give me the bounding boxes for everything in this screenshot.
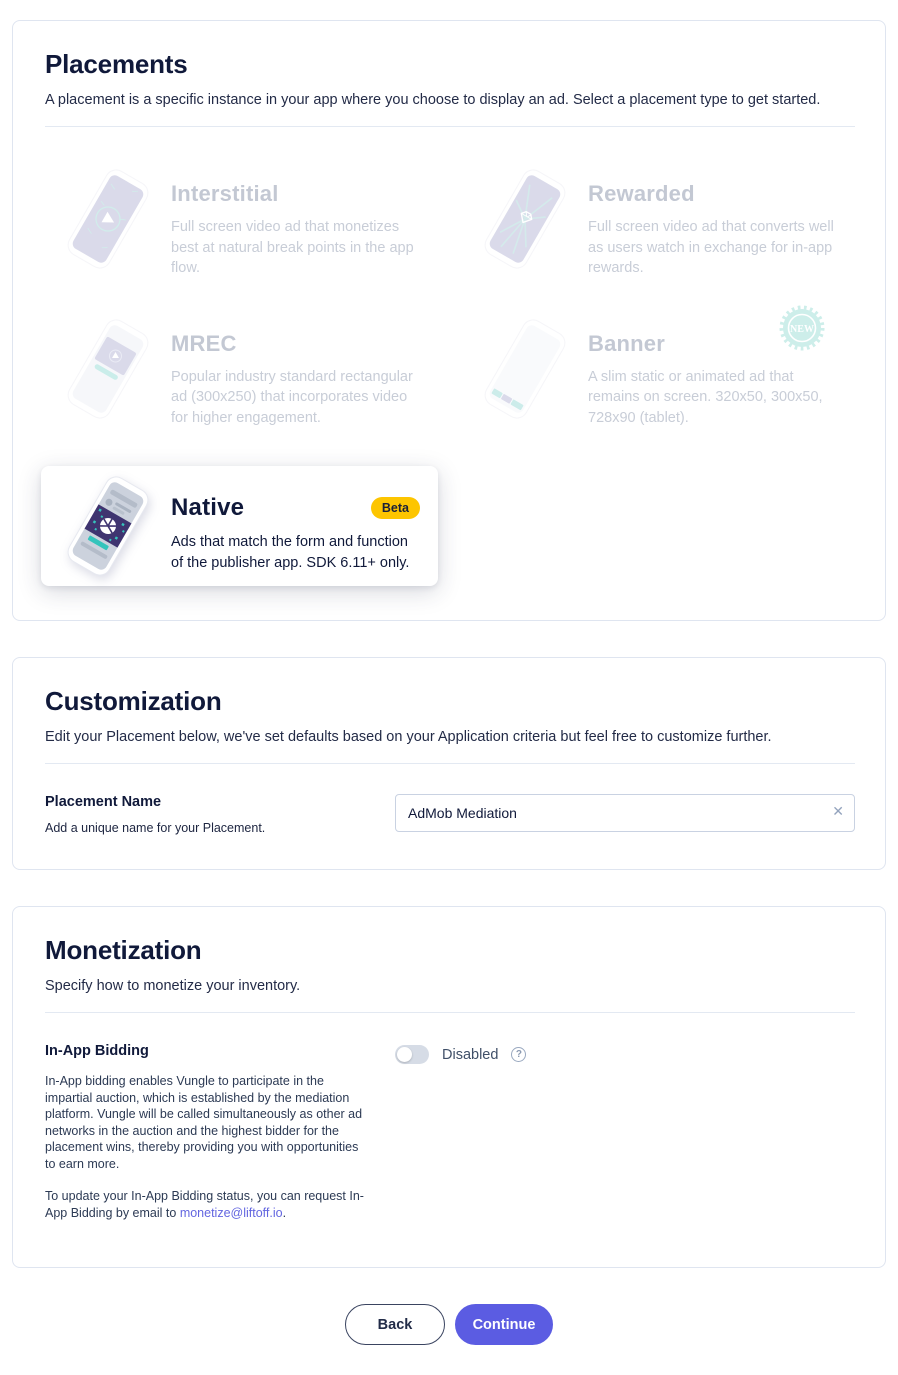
placement-option-interstitial[interactable]: [45, 167, 438, 279]
in-app-bidding-status: Disabled: [442, 1046, 499, 1063]
placement-title: Banner: [588, 330, 665, 356]
placement-title: Native: [171, 494, 245, 522]
in-app-bidding-label: In-App Bidding: [45, 1043, 149, 1060]
placement-option-mrec[interactable]: [45, 317, 438, 429]
placement-name-input[interactable]: [395, 794, 855, 832]
monetize-email-link[interactable]: monetize@liftoff.io: [179, 1205, 283, 1220]
divider: [45, 763, 855, 764]
placements-title: Placements: [45, 49, 188, 79]
new-badge-icon: [777, 303, 827, 358]
in-app-bidding-description: In-App bidding enables Vungle to participate in the impartial auction, which is established by the mediation platform. Vungle will be called simultaneously as other ad networks in the auction and the highest bidder for the placement wins, thereby providing you with opportunities to earn more.: [45, 1074, 363, 1171]
placement-option-rewarded[interactable]: [462, 167, 855, 279]
placement-description: A slim static or animated ad that remains on screen. 320x50, 300x50, 728x90 (tablet).: [588, 368, 823, 426]
placement-description: Popular industry standard rectangular ad (300x250) that incorporates video for higher engagement.: [171, 368, 413, 426]
customization-subtitle: Edit your Placement below, we've set defaults based on your Application criteria but feel free to customize further.: [45, 729, 772, 746]
monetization-subtitle: Specify how to monetize your inventory.: [45, 978, 301, 995]
rewarded-phone-illustration: [462, 167, 588, 271]
mrec-phone-illustration: [45, 317, 171, 421]
clear-input-icon[interactable]: ✕: [832, 803, 844, 820]
customization-card: [12, 657, 886, 870]
native-phone-illustration: [45, 474, 171, 578]
toggle-knob: [397, 1047, 412, 1062]
placements-card: [12, 20, 886, 621]
divider: [45, 126, 855, 127]
interstitial-phone-illustration: [45, 167, 171, 271]
help-icon[interactable]: ?: [511, 1047, 526, 1062]
placement-title: Interstitial: [171, 181, 279, 206]
placement-description: Ads that match the form and function of the publisher app. SDK 6.11+ only.: [171, 534, 410, 572]
placements-subtitle: A placement is a specific instance in your app where you choose to display an ad. Select a placement type to get started.: [45, 92, 821, 108]
placement-option-native[interactable]: [41, 466, 438, 586]
placement-title: MREC: [171, 330, 237, 356]
monetization-card: [12, 906, 886, 1268]
placement-name-help: Add a unique name for your Placement.: [45, 821, 266, 836]
svg-text:NEW: NEW: [790, 323, 814, 335]
in-app-bidding-request-note: To update your In-App Bidding status, you can request In-App Bidding by email to monetize@liftoff.io.: [45, 1189, 364, 1220]
back-button[interactable]: Back: [345, 1304, 445, 1345]
placement-description: Full screen video ad that monetizes best at natural break points in the app flow.: [171, 219, 414, 277]
continue-button[interactable]: Continue: [455, 1304, 553, 1345]
placement-name-label: Placement Name: [45, 794, 162, 811]
placement-name-row: [45, 794, 855, 835]
divider: [45, 1012, 855, 1013]
monetization-title: Monetization: [45, 935, 202, 966]
beta-badge: Beta: [371, 497, 420, 519]
customization-title: Customization: [45, 686, 222, 717]
placement-description: Full screen video ad that converts well as users watch in exchange for in-app rewards.: [588, 219, 834, 277]
banner-phone-illustration: [462, 317, 588, 421]
in-app-bidding-row: [45, 1043, 855, 1221]
placement-type-grid: [45, 167, 855, 586]
in-app-bidding-toggle[interactable]: [395, 1045, 429, 1064]
footer-actions: [0, 1304, 898, 1345]
placement-option-banner[interactable]: [462, 317, 855, 429]
placement-title: Rewarded: [588, 181, 695, 206]
